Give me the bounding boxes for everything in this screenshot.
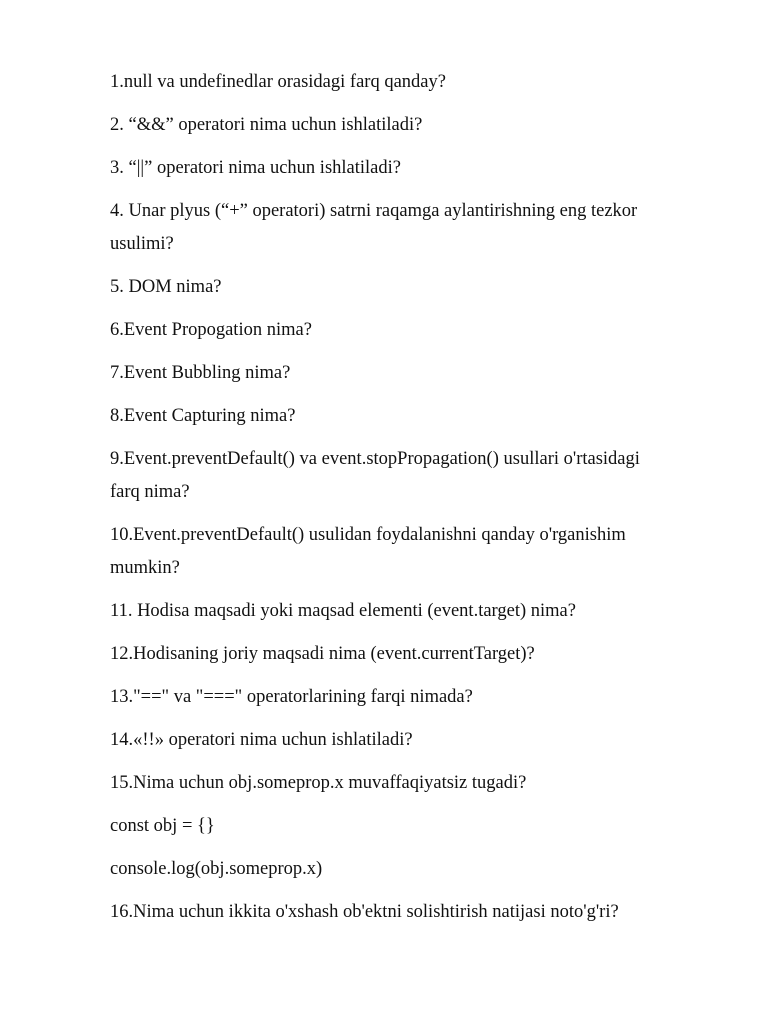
question-10-line-1: 10.Event.preventDefault() usulidan foydalanishni qanday o'rganishim (110, 525, 626, 545)
question-12: 12.Hodisaning joriy maqsadi nima (event.currentTarget)? (110, 644, 535, 664)
question-4-line-2: usulimi? (110, 234, 174, 254)
question-4-line-1: 4. Unar plyus (“+” operatori) satrni raqamga aylantirishning eng tezkor (110, 201, 638, 221)
question-13: 13."==" va "===" operatorlarining farqi nimada? (110, 687, 473, 707)
question-11: 11. Hodisa maqsadi yoki maqsad elementi (event.target) nima? (110, 601, 576, 621)
question-5: 5. DOM nima? (110, 277, 222, 297)
question-1: 1.null va undefinedlar orasidagi farq qanday? (110, 72, 446, 92)
question-3: 3. “||” operatori nima uchun ishlatiladi? (110, 158, 401, 178)
question-8: 8.Event Capturing nima? (110, 406, 296, 426)
question-list (110, 66, 710, 929)
question-16: 16.Nima uchun ikkita o'xshash ob'ektni solishtirish natijasi noto'g'ri? (110, 902, 619, 922)
code-line-1: const obj = {} (110, 816, 215, 836)
question-14: 14.«!!» operatori nima uchun ishlatiladi? (110, 730, 413, 750)
question-15: 15.Nima uchun obj.someprop.x muvaffaqiyatsiz tugadi? (110, 773, 527, 793)
question-7: 7.Event Bubbling nima? (110, 363, 291, 383)
question-6: 6.Event Propogation nima? (110, 320, 312, 340)
code-line-2: console.log(obj.someprop.x) (110, 859, 323, 879)
question-10-line-2: mumkin? (110, 558, 180, 578)
question-9-line-1: 9.Event.preventDefault() va event.stopPropagation() usullari o'rtasidagi (110, 449, 640, 469)
question-2: 2. “&&” operatori nima uchun ishlatiladi? (110, 115, 423, 135)
question-9-line-2: farq nima? (110, 482, 190, 502)
